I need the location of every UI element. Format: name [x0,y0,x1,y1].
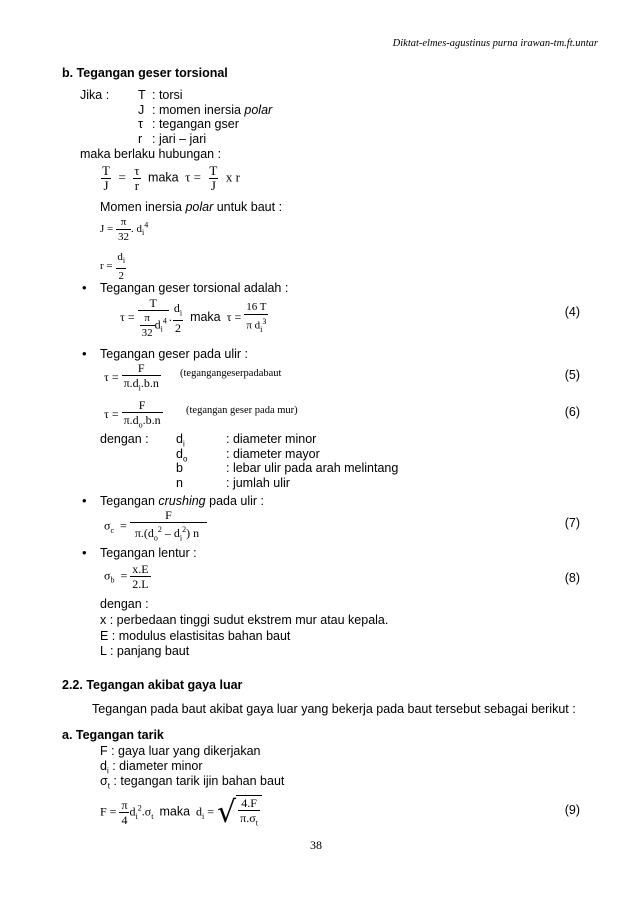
sqrt-icon: √ $\frac{4.F}{\pi.\sigma_t}$ [217,795,262,830]
variable-desc: : gaya luar yang dikerjakan [107,744,261,758]
equation-5: τ = $\frac{F}{\pi.d_i.b.n}$ [104,361,161,395]
definition-row [138,117,272,132]
definition-row [138,88,272,103]
variable-row: E : modulus elastisitas bahan baut [100,628,291,643]
maka-word-2: maka [190,309,221,324]
note-5: (tegangangeserpadabaut [180,368,282,379]
equation-radius: r = $\frac{d_i}{2}$ [100,251,126,283]
definition-symbol: T [138,88,146,102]
variable-symbol: $d_i$ [176,432,185,449]
momen-tail: untuk baut : [213,200,283,214]
equation-number-5: (5) [564,368,580,382]
definition-row [138,132,272,147]
crushing-post: pada ulir : [205,494,265,508]
dengan-label: dengan : [100,432,149,446]
variable-desc: : jumlah ulir [226,475,290,490]
definition-symbol: J [138,102,145,117]
bullet-icon: • [82,493,87,508]
section-heading-b: b. Tegangan geser torsional [62,66,228,80]
equation-polar-moment: J = $\frac{\pi}{32}$ . $d_i^4$ [100,216,149,243]
jika-label: Jika : [80,88,110,102]
bullet-icon: • [82,545,87,560]
section-heading-22: 2.2. Tegangan akibat gaya luar [62,678,243,692]
variable-symbol: $d_o$ [176,446,188,463]
variable-symbol: $\sigma_t$ [100,774,110,791]
definition-desc: : tegangan gser [152,117,239,131]
variable-symbol: n [176,475,183,490]
page-number: 38 [310,838,322,852]
variable-row [100,744,284,759]
variable-symbol: $d_i$ [100,759,109,776]
definition-symbol: r [138,131,143,146]
momen-ital: polar [185,200,214,214]
maka-berlaku-text: maka berlaku hubungan : [80,147,222,161]
crushing-ital: crushing [158,494,206,508]
crushing-pre: Tegangan [100,494,159,508]
variable-row [100,774,284,789]
bullet-lentur: Tegangan lentur : [100,546,197,560]
definition-desc: : jari – jari [152,131,207,146]
variable-desc: : diameter mayor [226,446,320,461]
bullet-crushing [100,494,264,508]
bullet-icon: • [82,280,87,295]
definition-italic: polar [244,102,273,117]
dengan-label-2: dengan : [100,597,149,611]
variable-symbol: b [176,461,183,475]
momen-inersia-text [100,200,282,214]
note-6: (tegangan geser pada mur) [186,405,298,416]
equation-torsion-relation: $\frac{T}{J}$ = $\frac{\tau}{r}$ maka τ = $\frac{T}{J}$ x r [102,163,240,193]
equation-number-7: (7) [564,516,580,530]
variable-desc: : tegangan tarik ijin bahan baut [109,774,285,788]
equation-8: $\sigma_b$ = $\frac{x.E}{2.L}$ [104,562,149,591]
variable-symbol: F [100,744,108,758]
equation-4: τ = T $\frac{\pi}{32}$ $d_i^4$ . $\frac{d_i}{2}$ maka τ = $\frac{16 T}{\pi d_i^3}$ [120,296,267,339]
variable-desc: : lebar ulir pada arah melintang [226,461,399,475]
variable-row [176,476,398,491]
section-heading-a: a. Tegangan tarik [62,728,164,742]
maka-word: maka [148,170,179,185]
equation-9: F = $\frac{\pi}{4}$ $d_i^2.\sigma_t$ maka $d_i$ = √ $\frac{4.F}{\pi.\sigma_t}$ [100,795,262,830]
variable-subscript: o [182,454,188,463]
momen-text: Momen inersia [100,200,186,214]
variable-list-1 [176,432,398,490]
definition-list [138,88,272,146]
variable-subscript: t [107,781,110,791]
variable-row: L : panjang baut [100,644,190,658]
variable-row [176,461,398,476]
maka-word-3: maka [159,804,191,819]
equation-number-9: (9) [564,803,580,817]
equation-number-8: (8) [564,571,580,585]
bullet-geser-ulir: Tegangan geser pada ulir : [100,347,249,361]
variable-subscript: i [106,766,109,776]
variable-desc: : diameter minor [108,759,203,773]
variable-row: x : perbedaan tinggi sudut ekstrem mur atau kepala. [100,613,389,627]
definition-symbol: τ [138,117,143,131]
equation-6: τ = $\frac{F}{\pi.d_o.b.n}$ [104,398,163,432]
equation-7: $\sigma_c$ = $\frac{F}{\pi.(d_o^2 - d_i^2) n}$ [104,508,207,545]
variable-list-3 [100,744,284,789]
intro-22: Tegangan pada baut akibat gaya luar yang bekerja pada baut tersebut sebagai berikut : [92,702,576,716]
equation-number-6: (6) [564,405,580,419]
variable-row [100,759,284,774]
bullet-icon: • [82,346,87,361]
page-header: Diktat-elmes-agustinus purna irawan-tm.ft.untar [392,38,598,49]
definition-row [138,103,272,118]
variable-desc: : diameter minor [226,432,317,446]
equation-number-4: (4) [564,305,580,319]
definition-desc: : momen inersia [152,102,245,117]
definition-desc: : torsi [152,88,183,102]
variable-list-2 [100,613,388,660]
variable-row [176,447,398,462]
bullet-torsional: Tegangan geser torsional adalah : [100,281,289,295]
variable-subscript: i [182,439,185,449]
variable-row [176,432,398,447]
